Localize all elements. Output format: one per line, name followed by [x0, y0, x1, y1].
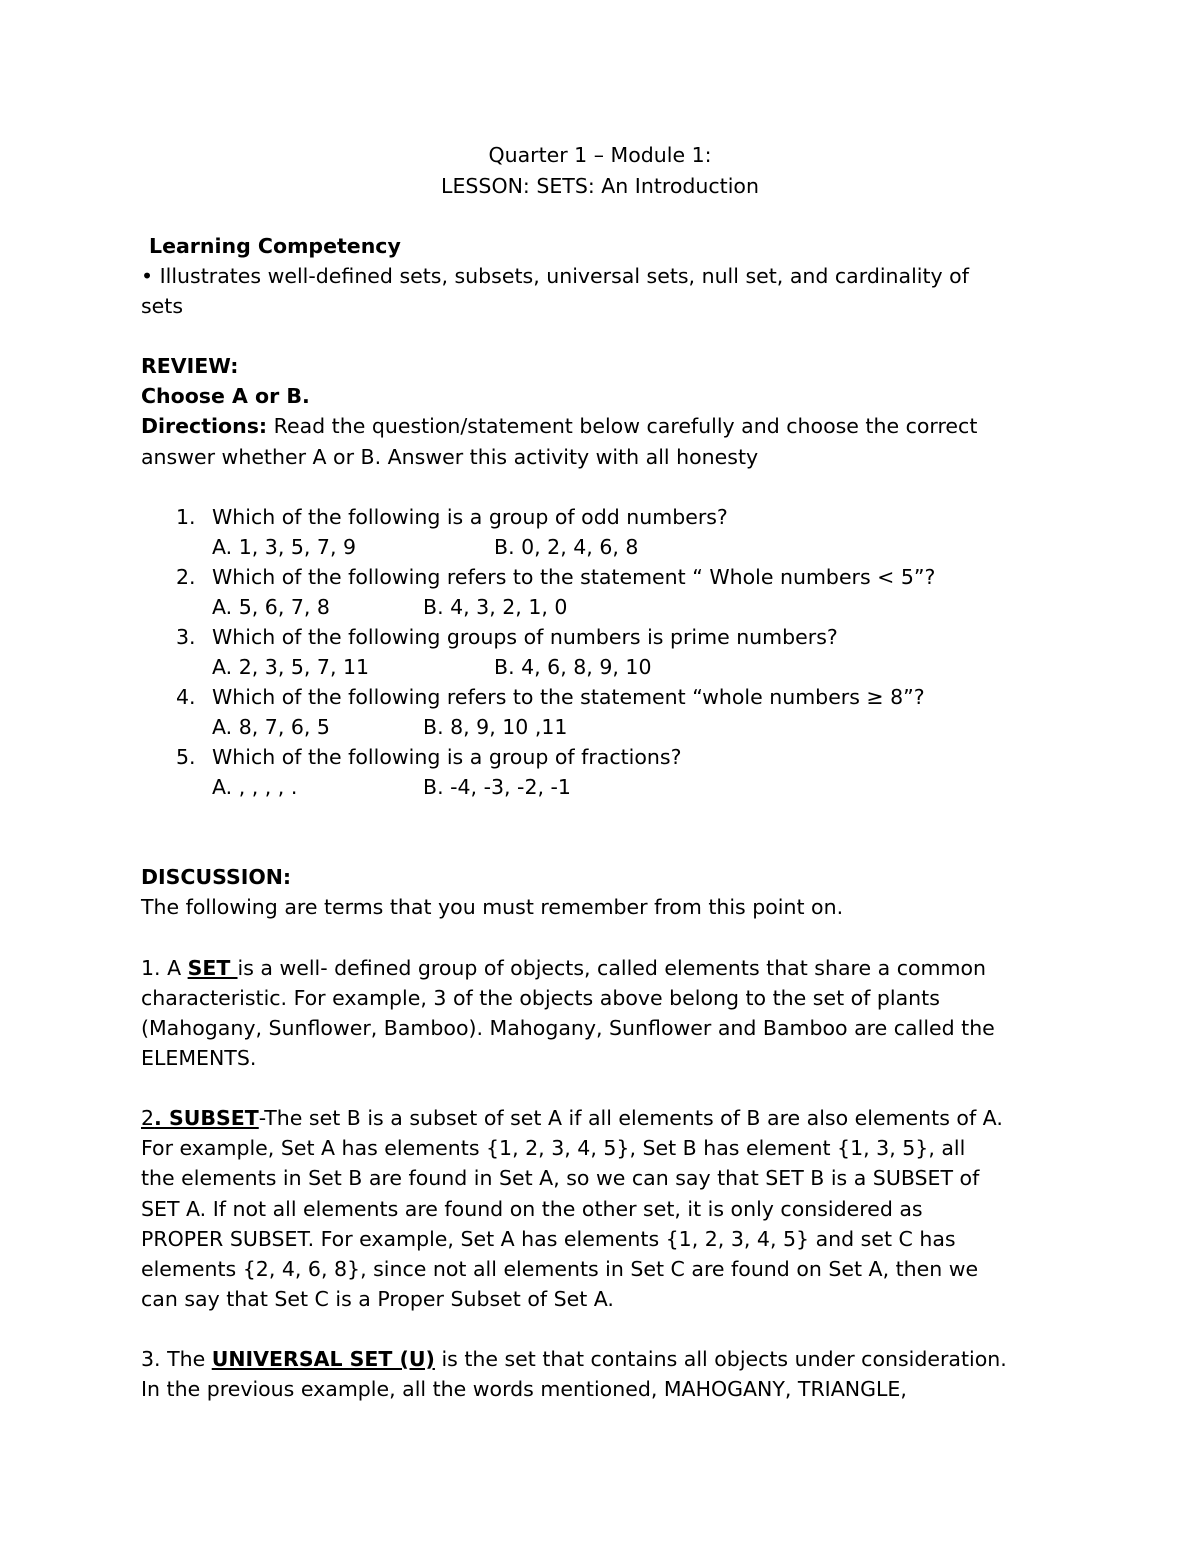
subset-definition-line-2: For example, Set A has elements {1, 2, 3, 4, 5}, Set B has element {1, 3, 5}, all: [141, 1136, 966, 1160]
directions-line-1: Directions: Read the question/statement below carefully and choose the correct: [141, 414, 978, 438]
subset-definition-line-7: can say that Set C is a Proper Subset of Set A.: [141, 1287, 614, 1311]
question-number: 3.: [176, 625, 196, 649]
set-definition-line-2: characteristic. For example, 3 of the objects above belong to the set of plants: [141, 986, 940, 1010]
question-text: Which of the following refers to the statement “whole numbers ≥ 8”?: [212, 685, 925, 709]
competency-line-1: • Illustrates well-defined sets, subsets, universal sets, null set, and cardinality of: [141, 264, 969, 288]
question-number: 2.: [176, 565, 196, 589]
question-text: Which of the following refers to the statement “ Whole numbers < 5”?: [212, 565, 936, 589]
question-text: Which of the following is a group of fractions?: [212, 745, 682, 769]
subset-definition-line-1: 2. SUBSET-The set B is a subset of set A if all elements of B are also elements of A.: [141, 1106, 1003, 1130]
option-b: B. 4, 6, 8, 9, 10: [494, 655, 652, 679]
question-text: Which of the following is a group of odd numbers?: [212, 505, 728, 529]
subset-definition-line-5: PROPER SUBSET. For example, Set A has elements {1, 2, 3, 4, 5} and set C has: [141, 1227, 956, 1251]
review-heading: REVIEW:: [141, 354, 239, 378]
module-title: Quarter 1 – Module 1:: [488, 143, 712, 167]
discussion-heading: DISCUSSION:: [141, 865, 292, 889]
set-definition-line-4: ELEMENTS.: [141, 1046, 257, 1070]
option-b: B. 8, 9, 10 ,11: [423, 715, 568, 739]
competency-line-2: sets: [141, 294, 184, 318]
option-a: A. 1, 3, 5, 7, 9: [212, 535, 357, 559]
option-a: A. 2, 3, 5, 7, 11: [212, 655, 370, 679]
question-text: Which of the following groups of numbers is prime numbers?: [212, 625, 838, 649]
set-definition-line-1: 1. A SET is a well- defined group of objects, called elements that share a common: [141, 956, 987, 980]
subset-definition-line-4: SET A. If not all elements are found on the other set, it is only considered as: [141, 1197, 923, 1221]
directions-line-2: answer whether A or B. Answer this activity with all honesty: [141, 445, 759, 469]
question-number: 5.: [176, 745, 196, 769]
subset-definition-line-3: the elements in Set B are found in Set A, so we can say that SET B is a SUBSET of: [141, 1166, 980, 1190]
universal-definition-line-1: 3. The UNIVERSAL SET (U) is the set that contains all objects under consideration.: [141, 1347, 1007, 1371]
option-b: B. 0, 2, 4, 6, 8: [494, 535, 639, 559]
option-b: B. -4, -3, -2, -1: [423, 775, 571, 799]
universal-definition-line-2: In the previous example, all the words mentioned, MAHOGANY, TRIANGLE,: [141, 1377, 907, 1401]
choose-instruction: Choose A or B.: [141, 384, 310, 408]
competency-heading: Learning Competency: [149, 234, 401, 258]
option-a: A. 8, 7, 6, 5: [212, 715, 330, 739]
option-b: B. 4, 3, 2, 1, 0: [423, 595, 568, 619]
option-a: A. , , , , .: [212, 775, 298, 799]
question-number: 4.: [176, 685, 196, 709]
discussion-intro: The following are terms that you must remember from this point on.: [141, 895, 844, 919]
set-term: SET: [187, 956, 238, 980]
set-definition-line-3: (Mahogany, Sunflower, Bamboo). Mahogany, Sunflower and Bamboo are called the: [141, 1016, 995, 1040]
lesson-title: LESSON: SETS: An Introduction: [441, 174, 759, 198]
option-a: A. 5, 6, 7, 8: [212, 595, 330, 619]
subset-term: . SUBSET: [154, 1106, 259, 1130]
bullet-icon: •: [141, 264, 154, 288]
question-number: 1.: [176, 505, 196, 529]
subset-definition-line-6: elements {2, 4, 6, 8}, since not all elements in Set C are found on Set A, then we: [141, 1257, 979, 1281]
directions-label: Directions:: [141, 414, 268, 438]
universal-set-term: UNIVERSAL SET (U): [211, 1347, 435, 1371]
